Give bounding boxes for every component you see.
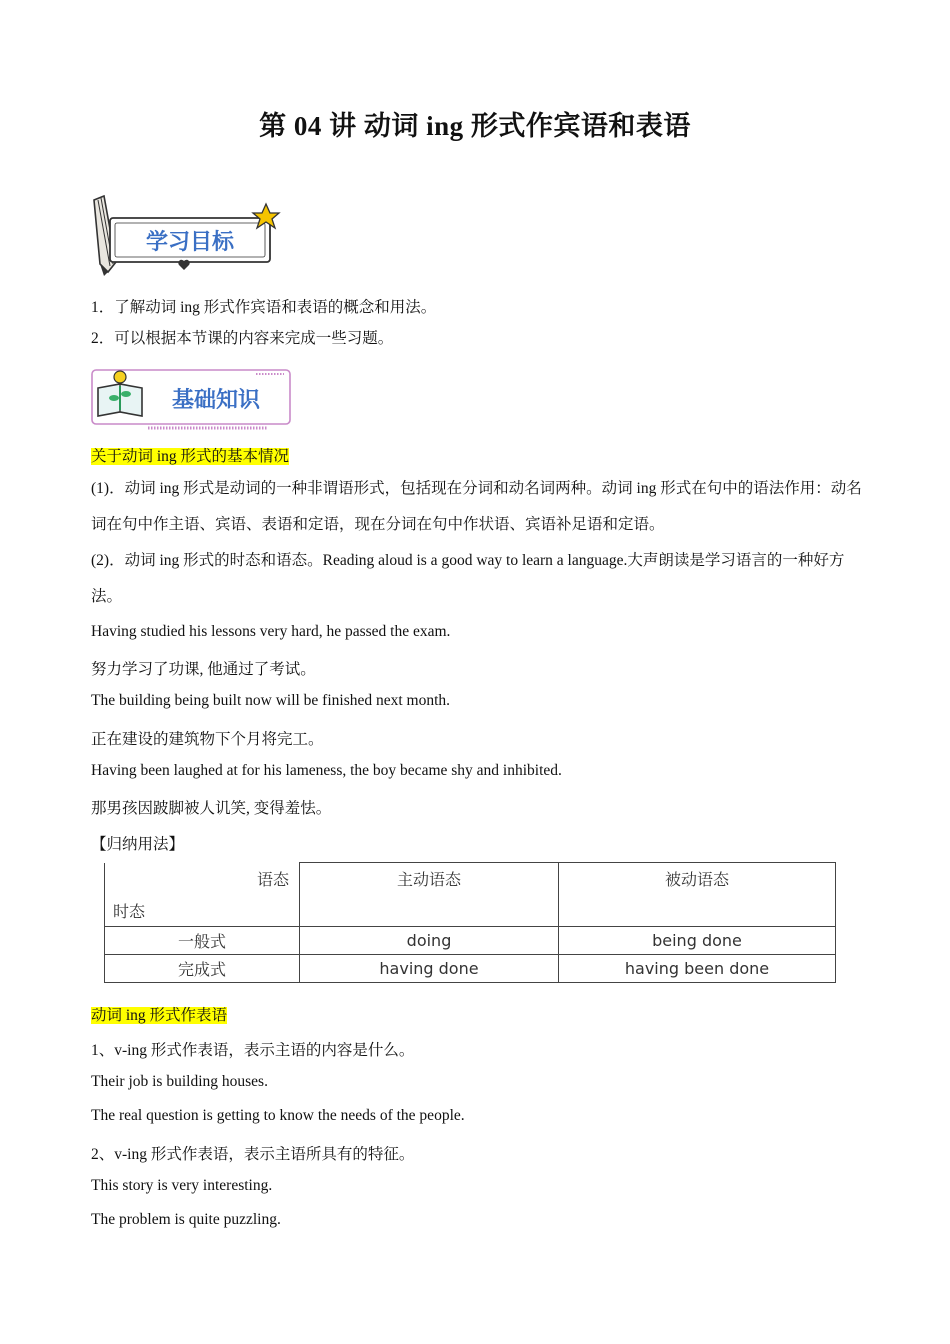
banner-label: 基础知识 (171, 388, 261, 413)
objective-item: 1．了解动词 ing 形式作宾语和表语的概念和用法。 (91, 299, 437, 316)
heart-icon (178, 260, 189, 270)
corner-tense-label: 时态 (113, 902, 146, 921)
example-sentence: The problem is quite puzzling. (91, 1211, 281, 1228)
example-translation: 那男孩因跛脚被人讥笑, 变得羞怯。 (91, 800, 332, 817)
column-header-active: 主动语态 (300, 863, 559, 927)
example-translation: 努力学习了功课, 他通过了考试。 (91, 661, 316, 678)
lightbulb-icon (114, 371, 126, 383)
active-cell: having done (300, 955, 559, 983)
objective-item: 2．可以根据本节课的内容来完成一些习题。 (91, 330, 394, 347)
grammar-table (104, 862, 836, 983)
example-sentence: Having studied his lessons very hard, he passed the exam. (91, 623, 451, 640)
example-sentence: The building being built now will be finished next month. (91, 692, 451, 709)
rule-line: 2、v-ing 形式作表语，表示主语所具有的特征。 (91, 1146, 415, 1163)
section-heading: 动词 ing 形式作表语 (91, 1007, 228, 1024)
rule-line: 1、v-ing 形式作表语，表示主语的内容是什么。 (91, 1042, 415, 1059)
section-heading: 关于动词 ing 形式的基本情况 (91, 448, 290, 465)
passive-cell: having been done (559, 955, 836, 983)
tense-cell: 完成式 (105, 955, 300, 983)
page-title: 第 04 讲 动词 ing 形式作宾语和表语 (259, 111, 691, 141)
paragraph: (2)．动词 ing 形式的时态和语态。Reading aloud is a good way to learn a language.大声朗读是学习语言的一种好方法。 (91, 552, 845, 605)
example-sentence: Having been laughed at for his lameness, the boy became shy and inhibited. (91, 762, 562, 779)
learning-goals-banner (86, 192, 282, 278)
table-row (105, 927, 836, 955)
active-cell: doing (300, 927, 559, 955)
corner-voice-label: 语态 (256, 869, 289, 889)
table-row (105, 955, 836, 983)
banner-label: 学习目标 (145, 230, 235, 255)
example-sentence: Their job is building houses. (91, 1073, 268, 1090)
paragraph: (1)．动词 ing 形式是动词的一种非谓语形式，包括现在分词和动名词两种。动词 ing 形式在句中的语法作用：动名词在句中作主语、宾语、表语和定语，现在分词在句中作状语、宾语补足语和定语。 (91, 480, 862, 533)
example-translation: 正在建设的建筑物下个月将完工。 (91, 731, 324, 748)
example-sentence: This story is very interesting. (91, 1177, 273, 1194)
example-sentence: The real question is getting to know the needs of the people. (91, 1107, 465, 1124)
summary-label: 【归纳用法】 (91, 836, 185, 853)
passive-cell: being done (559, 927, 836, 955)
tense-cell: 一般式 (105, 927, 300, 955)
basic-knowledge-banner (88, 366, 296, 432)
column-header-passive: 被动语态 (559, 863, 836, 927)
table-corner-cell (105, 863, 300, 927)
